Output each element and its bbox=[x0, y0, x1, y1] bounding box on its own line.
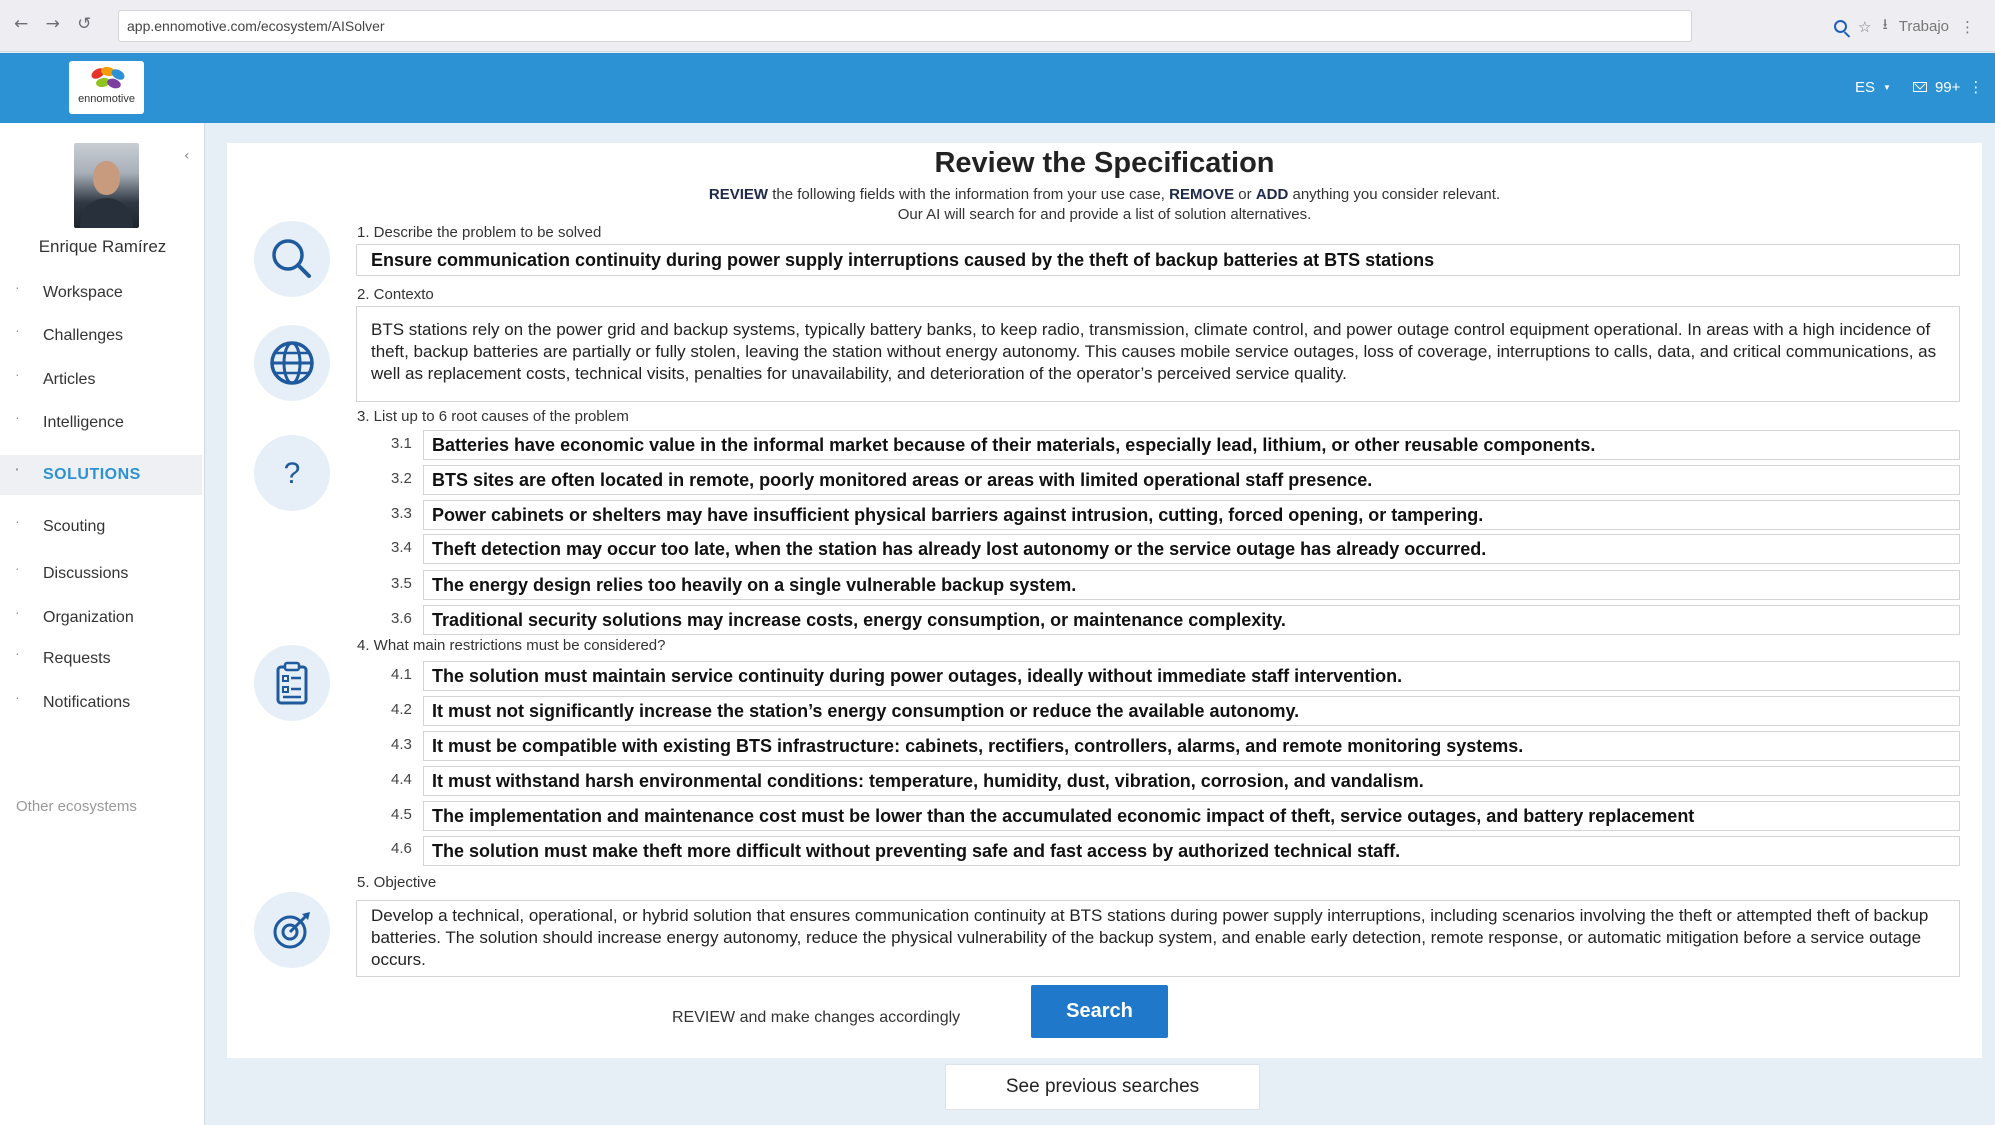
user-name: Enrique Ramírez bbox=[38, 237, 167, 256]
root-cause-number: 3.1 bbox=[391, 435, 412, 452]
root-cause-field[interactable]: Batteries have economic value in the informal market because of their materials, especially lead, lithium, or other reusable components. bbox=[423, 430, 1960, 460]
zoom-search-icon[interactable] bbox=[1834, 20, 1847, 33]
restriction-field[interactable]: The solution must make theft more difficult without preventing safe and fast access by authorized technical staff. bbox=[423, 836, 1960, 866]
restriction-field[interactable]: It must not significantly increase the station’s energy consumption or reduce the available autonomy. bbox=[423, 696, 1960, 726]
page-subtitle bbox=[227, 185, 1982, 225]
search-icon bbox=[254, 221, 330, 297]
restriction-field[interactable]: The solution must maintain service continuity during power outages, ideally without immediate staff intervention. bbox=[423, 661, 1960, 691]
subtitle-text-3: anything you consider relevant. bbox=[1288, 186, 1501, 203]
root-cause-number: 3.4 bbox=[391, 539, 412, 556]
context-field[interactable]: BTS stations rely on the power grid and backup systems, typically battery banks, to keep radio, transmission, climate control, and power outage control equipment operational. In areas with a high incidence of theft, backup batteries are partially or fully stolen, leaving the station without energy autonomy. This causes mobile service outages, loss of coverage, interruptions to calls, data, and critical communications, as well as replacement costs, technical visits, penalties for unavailability, and deterioration of the operator’s perceived service quality. bbox=[356, 306, 1960, 402]
notifications-count[interactable]: 99+ bbox=[1934, 78, 1961, 96]
sidebar-item-requests[interactable]: · Requests bbox=[0, 639, 202, 679]
root-cause-number: 3.2 bbox=[391, 470, 412, 487]
sidebar-item-discussions[interactable]: · Discussions bbox=[0, 554, 202, 594]
previous-searches-button[interactable]: See previous searches bbox=[945, 1064, 1260, 1110]
header-actions bbox=[1855, 78, 1983, 96]
restrictions-label: 4. What main restrictions must be considered? bbox=[357, 637, 666, 654]
subtitle-line-1 bbox=[227, 185, 1982, 205]
question-icon bbox=[254, 435, 330, 511]
review-keyword: REVIEW bbox=[708, 186, 769, 203]
address-bar[interactable]: app.ennomotive.com/ecosystem/AISolver bbox=[118, 10, 1692, 42]
context-label: 2. Contexto bbox=[357, 286, 434, 303]
profile-label[interactable]: Trabajo bbox=[1898, 18, 1950, 35]
restriction-number: 4.1 bbox=[391, 666, 412, 683]
globe-icon bbox=[254, 325, 330, 401]
sidebar-item-organization[interactable]: · Organization bbox=[0, 598, 202, 638]
root-cause-field[interactable]: Power cabinets or shelters may have insufficient physical barriers against intrusion, cutting, forced opening, or tampering. bbox=[423, 500, 1960, 530]
root-cause-number: 3.6 bbox=[391, 610, 412, 627]
logo-mark-icon bbox=[87, 67, 127, 93]
svg-text:?: ? bbox=[283, 457, 301, 490]
target-icon bbox=[254, 892, 330, 968]
other-ecosystems-link[interactable]: Other ecosystems bbox=[16, 798, 137, 815]
objective-field[interactable]: Develop a technical, operational, or hybrid solution that ensures communication continuity at BTS stations during power supply interruptions, including scenarios involving the theft or attempted theft of backup batteries. The solution should increase energy autonomy, reduce the physical vulnerability of the backup system, and enable early detection, remote response, or automatic mitigation before a service outage occurs. bbox=[356, 900, 1960, 977]
sidebar bbox=[0, 123, 205, 1125]
ennomotive-logo[interactable] bbox=[69, 61, 144, 114]
sidebar-item-challenges[interactable]: · Challenges bbox=[0, 316, 202, 356]
root-cause-number: 3.5 bbox=[391, 575, 412, 592]
restriction-number: 4.4 bbox=[391, 771, 412, 788]
sidebar-item-intelligence[interactable]: · Intelligence bbox=[0, 403, 202, 443]
restriction-number: 4.2 bbox=[391, 701, 412, 718]
sidebar-item-articles[interactable]: · Articles bbox=[0, 360, 202, 400]
mail-icon[interactable] bbox=[1913, 82, 1927, 92]
sidebar-item-scouting[interactable]: · Scouting bbox=[0, 507, 202, 547]
specification-card bbox=[227, 143, 1982, 1058]
restriction-number: 4.5 bbox=[391, 806, 412, 823]
page-title: Review the Specification bbox=[934, 147, 1275, 179]
root-causes-label: 3. List up to 6 root causes of the problem bbox=[357, 408, 629, 425]
app-header bbox=[0, 53, 1995, 123]
subtitle-line-2: Our AI will search for and provide a list of solution alternatives. bbox=[897, 206, 1312, 223]
subtitle-text-1: the following fields with the information from your use case, bbox=[768, 186, 1170, 203]
root-cause-field[interactable]: Traditional security solutions may increase costs, energy consumption, or maintenance complexity. bbox=[423, 605, 1960, 635]
browser-nav-buttons[interactable]: ← → ↺ bbox=[14, 14, 98, 34]
restriction-field[interactable]: The implementation and maintenance cost must be lower than the accumulated economic impact of theft, service outages, and battery replacement bbox=[423, 801, 1960, 831]
browser-actions bbox=[1834, 14, 1975, 39]
search-button[interactable]: Search bbox=[1031, 985, 1168, 1038]
add-keyword: ADD bbox=[1255, 186, 1289, 203]
more-menu-icon[interactable]: ⋮ bbox=[1968, 78, 1984, 96]
star-icon[interactable]: ☆ bbox=[1858, 17, 1872, 36]
avatar bbox=[74, 143, 139, 228]
root-cause-field[interactable]: BTS sites are often located in remote, poorly monitored areas or areas with limited operational staff presence. bbox=[423, 465, 1960, 495]
root-cause-field[interactable]: Theft detection may occur too late, when the station has already lost autonomy or the service outage has already occurred. bbox=[423, 534, 1960, 564]
sidebar-item-notifications[interactable]: · Notifications bbox=[0, 683, 202, 723]
clipboard-icon bbox=[254, 645, 330, 721]
problem-field[interactable]: Ensure communication continuity during power supply interruptions caused by the theft of backup batteries at BTS stations bbox=[356, 244, 1960, 276]
review-hint: REVIEW and make changes accordingly bbox=[672, 1009, 961, 1026]
language-selector[interactable]: ES bbox=[1855, 78, 1876, 96]
download-icon[interactable]: ⭳ bbox=[1882, 15, 1888, 33]
browser-toolbar bbox=[0, 0, 1995, 52]
restriction-number: 4.6 bbox=[391, 840, 412, 857]
logo-text: ennomotive bbox=[78, 93, 135, 105]
sidebar-item-solutions[interactable]: · SOLUTIONS bbox=[0, 455, 202, 495]
browser-menu-icon[interactable]: ⋮ bbox=[1960, 17, 1976, 36]
subtitle-text-2: or bbox=[1234, 186, 1256, 203]
remove-keyword: REMOVE bbox=[1169, 186, 1235, 203]
problem-label: 1. Describe the problem to be solved bbox=[357, 224, 602, 241]
sidebar-item-workspace[interactable]: · Workspace bbox=[0, 273, 202, 313]
restriction-field[interactable]: It must withstand harsh environmental conditions: temperature, humidity, dust, vibration, corrosion, and vandalism. bbox=[423, 766, 1960, 796]
caret-down-icon[interactable]: ▼ bbox=[1883, 82, 1891, 92]
objective-label: 5. Objective bbox=[357, 874, 437, 891]
root-cause-number: 3.3 bbox=[391, 505, 412, 522]
root-cause-field[interactable]: The energy design relies too heavily on a single vulnerable backup system. bbox=[423, 570, 1960, 600]
restriction-number: 4.3 bbox=[391, 736, 412, 753]
collapse-sidebar-icon[interactable]: ‹ bbox=[184, 148, 190, 164]
restriction-field[interactable]: It must be compatible with existing BTS infrastructure: cabinets, rectifiers, controllers, alarms, and remote monitoring systems. bbox=[423, 731, 1960, 761]
